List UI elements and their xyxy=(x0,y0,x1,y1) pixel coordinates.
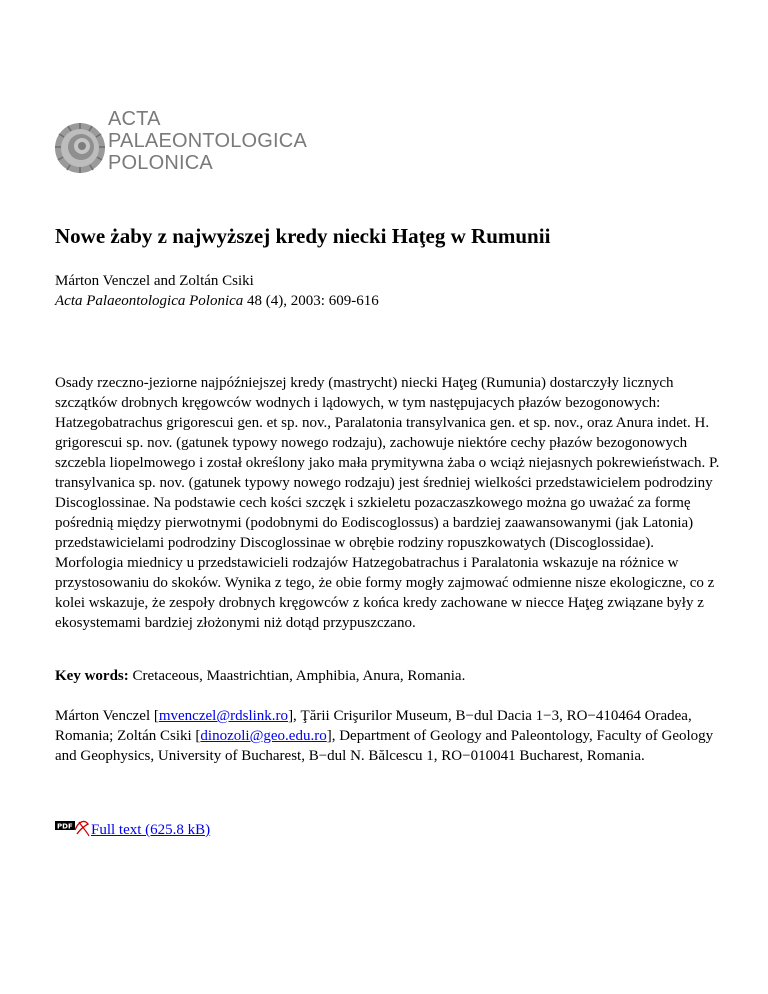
article-citation xyxy=(55,291,379,311)
article-authors: Márton Venczel and Zoltán Csiki xyxy=(55,273,254,289)
journal-name: Acta Palaeontologica Polonica xyxy=(55,293,244,309)
keywords-label: Key words: xyxy=(55,668,129,684)
citation-details: 48 (4), 2003: 609-616 xyxy=(243,293,379,309)
abstract: Osady rzeczno-jeziorne najpóźniejszej kredy (mastrycht) niecki Haţeg (Rumunia) dostarczyły licznych szczątków drobnych kręgowców wodnych i lądowych, w tym następujacych płazów bezogonowych: Hatzegobatrachus grigorescui gen. et sp. nov., Paralatonia transylvanica gen. et sp. nov., oraz Anura indet. H. grigorescui sp. nov. (gatunek typowy nowego rodzaju), zachowuje niektóre cechy płazów bezogonowych szczebla liopelmowego i został określony jako mała prymitywna żaba o wciąż niejasnych pokrewieństwach. P. transylvanica sp. nov. (gatunek typowy nowego rodzaju) jest średniej wielkości przedstawicielem podrodziny Discoglossinae. Na podstawie cech kości szczęk i szkieletu pozaczaszkowego można go uważać za formę pośrednią między pierwotnymi (podobnymi do Eodiscoglossus) a bardziej zaawansowanymi (jak Latonia) przedstawicielami podrodziny Discoglossinae w obrębie rodziny ropuszkowatych (Discoglossidae). Morfologia miednicy u przedstawicieli rodzajów Hatzegobatrachus i Paralatonia wskazuje na różnice w przystosowaniu do skoków. Wynika z tego, że obie formy mogły zajmować odmienne nisze ekologiczne, co z kolei wskazuje, że zespoły drobnych kręgowców z końca kredy zachowane w niecce Haţeg związane były z ekosystemami bardziej złożonymi niż dotąd przypuszczano. xyxy=(55,375,720,631)
affil-middle: ], Ţării Crişurilor Museum, B−dul Dacia 1−3, RO−410464 Oradea, Romania; Zoltán Csiki [ xyxy=(55,708,692,744)
svg-text:PDF: PDF xyxy=(57,822,73,831)
logo-line-palaeontologica: PALAEONTOLOGICA xyxy=(108,130,307,152)
ammonite-icon xyxy=(52,120,108,176)
logo-wordmark xyxy=(108,108,307,174)
full-text-row xyxy=(55,818,210,840)
keywords xyxy=(55,666,465,686)
email-link-csiki[interactable]: dinozoli@geo.edu.ro xyxy=(200,728,327,744)
email-link-venczel[interactable]: mvenczel@rdslink.ro xyxy=(158,708,289,724)
affil-end: ], Department of Geology and Paleontology, Faculty of Geology and Geophysics, University of Bucharest, B−dul N. Bălcescu 1, RO−010041 Bucharest, Romania. xyxy=(55,728,714,764)
logo-line-acta: ACTA xyxy=(108,108,161,130)
article-title: Nowe żaby z najwyższej kredy niecki Haţeg w Rumunii xyxy=(55,224,551,248)
full-text-link[interactable]: Full text (625.8 kB) xyxy=(91,822,211,838)
logo-line-polonica: POLONICA xyxy=(108,152,213,174)
pdf-icon[interactable] xyxy=(55,818,91,838)
keywords-list: Cretaceous, Maastrichtian, Amphibia, Anura, Romania. xyxy=(128,668,466,684)
affiliations xyxy=(55,706,725,766)
journal-logo xyxy=(52,108,307,188)
affil-author1: Márton Venczel [ xyxy=(55,708,159,724)
